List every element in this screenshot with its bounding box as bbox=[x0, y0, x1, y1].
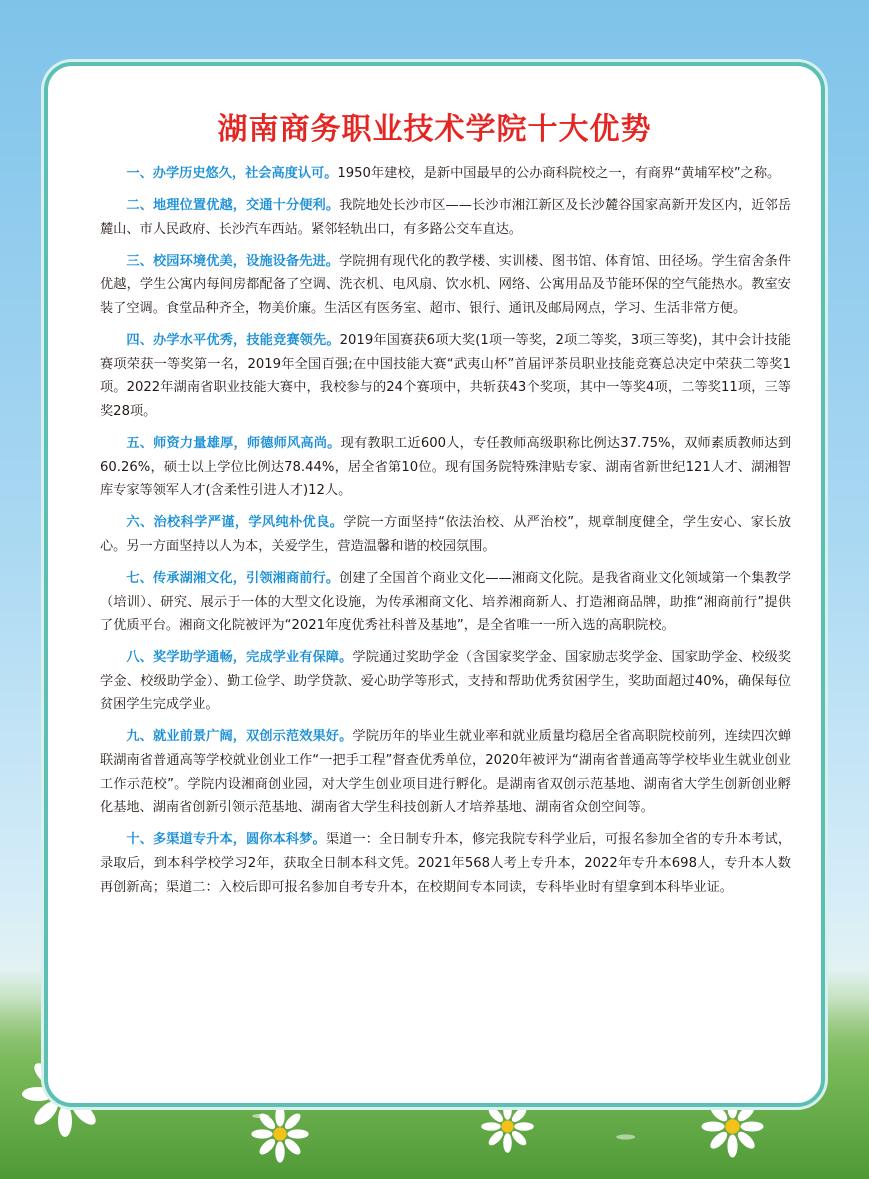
advantage-item-7 bbox=[100, 567, 791, 638]
content-panel bbox=[44, 62, 825, 1107]
daisy-flower-icon bbox=[480, 1099, 535, 1154]
advantage-heading: 一、办学历史悠久，社会高度认可。 bbox=[126, 166, 338, 181]
advantage-heading: 七、传承湖湘文化，引领湘商前行。 bbox=[126, 570, 340, 586]
advantage-body: 现有教职工近600人，专任教师高级职称比例达37.75%，双师素质教师达到60.26%，硕士以上学位比例达78.44%，居全省第10位。现有国务院特殊津贴专家、湖南省新世纪121人才、湖湘智库专家等领军人才(含柔性引进人才)12人。 bbox=[100, 435, 792, 499]
advantage-item-2 bbox=[100, 194, 791, 241]
advantage-item-5 bbox=[100, 432, 791, 503]
advantage-body: 学院通过奖助学金（含国家奖学金、国家励志奖学金、国家助学金、校级奖学金、校级助学金）、勤工俭学、助学贷款、爱心助学等形式，支持和帮助优秀贫困学生，奖助面超过40%，确保每位贫困学生完成学业。 bbox=[100, 650, 792, 713]
advantages-list bbox=[100, 162, 791, 908]
advantage-item-1 bbox=[100, 162, 791, 186]
advantage-body: 创建了全国首个商业文化——湘商文化院。是我省商业文化领域第一个集教学（培训）、研究、展示于一体的大型文化设施，为传承湘商文化、培养湘商新人、打造湘商品牌，助推“湘商前行”提供了优质平台。湘商文化院被评为“2021年度优秀社科普及基地”，是全省唯一一所入选的高职院校。 bbox=[100, 570, 792, 634]
advantage-heading: 六、治校科学严谨，学风纯朴优良。 bbox=[126, 515, 344, 531]
advantage-heading: 五、师资力量雄厚，师德师风高尚。 bbox=[126, 435, 341, 451]
advantage-body: 我院地处长沙市区——长沙市湘江新区及长沙麓谷国家高新开发区内，近邻岳麓山、市人民政府、长沙汽车西站。紧邻轻轨出口，有多路公交车直达。 bbox=[100, 198, 792, 237]
advantage-heading: 九、就业前景广阔，双创示范效果好。 bbox=[126, 729, 353, 745]
advantage-item-6 bbox=[100, 511, 791, 558]
advantage-body: 2019年国赛获6项大奖(1项一等奖，2项二等奖，3项三等奖)，其中会计技能赛项荣获一等奖第一名，2019年全国百强;在中国技能大赛“武夷山杯”首届评茶员职业技能竞赛总决定中荣获二等奖1项。2022年湖南省职业技能大赛中，我校参与的24个赛项中，共斩获43个奖项，其中一等奖4项，二等奖11项，三等奖28项。 bbox=[100, 333, 791, 419]
advantage-item-4 bbox=[100, 329, 791, 423]
advantage-heading: 二、地理位置优越，交通十分便利。 bbox=[126, 198, 340, 214]
advantage-item-3 bbox=[100, 250, 791, 321]
advantage-body: 学院一方面坚持“依法治校、从严治校”，规章制度健全，学生安心、家长放心。另一方面坚持以人为本，关爱学生，营造温馨和谐的校园氛围。 bbox=[100, 515, 791, 554]
advantage-body: 渠道一：全日制专升本，修完我院专科学业后，可报名参加全省的专升本考试，录取后，到本科学校学习2年，获取全日制本科文凭。2021年568人考上专升本，2022年专升本698人，专升本人数再创新高；渠道二：入校后即可报名参加自考专升本，在校期间专本同读，专科毕业时有望拿到本科毕业证。 bbox=[100, 832, 792, 895]
advantage-heading: 四、办学水平优秀，技能竞赛领先。 bbox=[126, 333, 340, 349]
page-title: 湖南商务职业技术学院十大优势 bbox=[217, 112, 652, 147]
advantage-body: 学院历年的毕业生就业率和就业质量均稳居全省高职院校前列，连续四次蝉联湖南省普通高等学校就业创业工作“一把手工程”督查优秀单位，2020年被评为“湖南省普通高等学校毕业生就业创业工作示范校”。学院内设湘商创业园，对大学生创业项目进行孵化。是湖南省双创示范基地、湖南省大学生创新创业孵化基地、湖南省创新引领示范基地、湖南省大学生科技创新人才培养基地、湖南省众创空间等。 bbox=[100, 729, 792, 816]
advantage-heading: 十、多渠道专升本，圆你本科梦。 bbox=[126, 832, 326, 848]
daisy-flower-icon bbox=[250, 1104, 310, 1164]
advantage-body: 1950年建校，是新中国最早的公办商科院校之一，有商界“黄埔军校”之称。 bbox=[337, 166, 781, 181]
advantage-heading: 八、奖学助学通畅，完成学业有保障。 bbox=[126, 650, 353, 666]
advantage-heading: 三、校园环境优美，设施设备先进。 bbox=[126, 253, 340, 269]
advantage-item-8 bbox=[100, 646, 791, 717]
advantage-item-9 bbox=[100, 725, 791, 819]
advantage-body: 学院拥有现代化的教学楼、实训楼、图书馆、体育馆、田径场。学生宿舍条件优越，学生公寓内每间房都配备了空调、洗衣机、电风扇、饮水机、网络、公寓用品及节能环保的空气能热水。教室安装了空调。食堂品种齐全，物美价廉。生活区有医务室、超市、银行、通讯及邮局网点，学习、生活非常方便。 bbox=[100, 253, 792, 316]
advantage-item-10 bbox=[100, 828, 791, 899]
